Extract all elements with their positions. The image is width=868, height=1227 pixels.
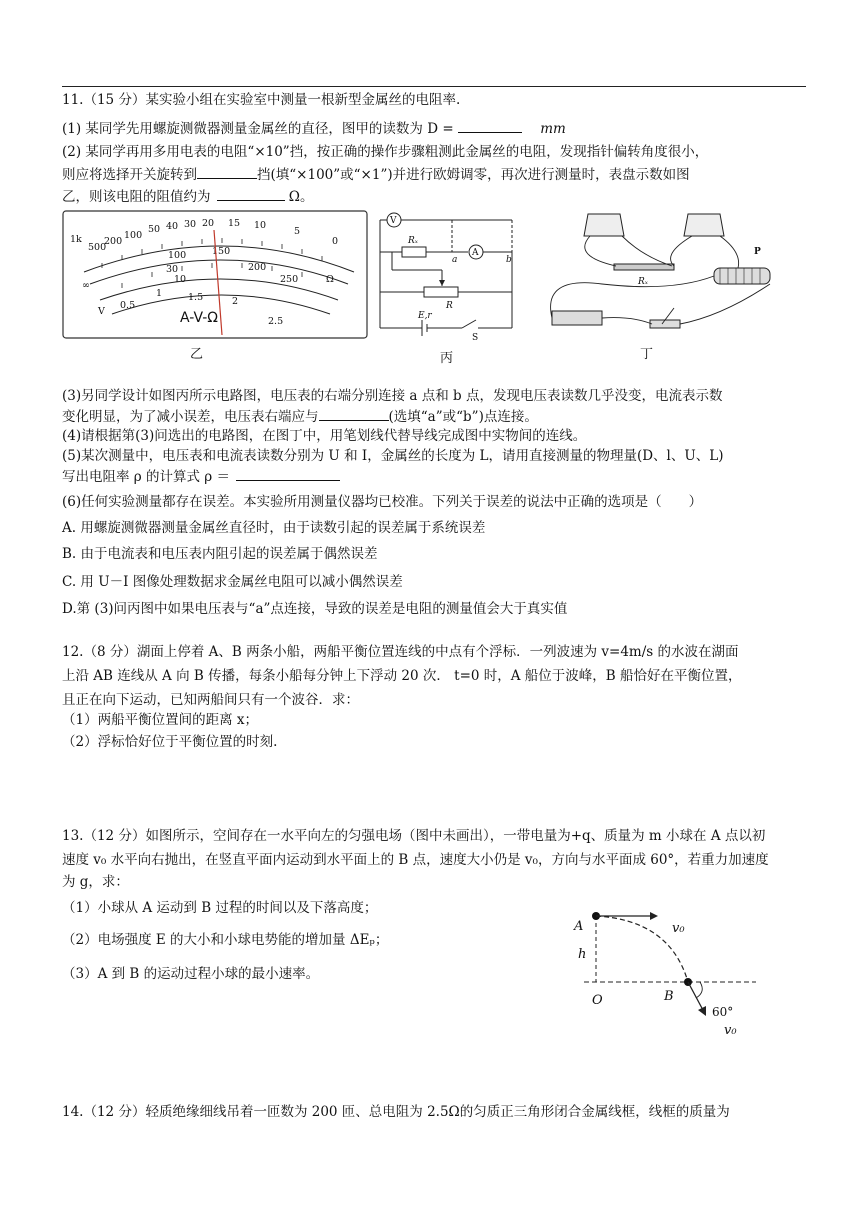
q11-part1-text: (1) 某同学先用螺旋测微器测量金属丝的直径，图甲的读数为 D = bbox=[62, 121, 458, 137]
dial-low-label: 2 bbox=[232, 296, 239, 307]
q11-title: 11.（15 分）某实验小组在实验室中测量一根新型金属丝的电阻率. bbox=[62, 92, 461, 108]
q13-line3: 为 g，求： bbox=[62, 874, 129, 890]
q13-sub1: （1）小球从 A 运动到 B 过程的时间以及下落高度； bbox=[62, 900, 378, 916]
option-b[interactable]: B. 由于电流表和电压表内阻引起的误差属于偶然误差 bbox=[62, 546, 378, 562]
point-b-label: B bbox=[664, 989, 674, 1004]
dial-mid-label: 10 bbox=[174, 274, 187, 285]
q11-part2-l3-post: Ω。 bbox=[288, 189, 314, 205]
projectile-diagram bbox=[560, 900, 770, 1040]
q11-part3-line1: (3)另同学设计如图丙所示电路图，电压表的右端分别连接 a 点和 b 点，发现电压表读数几乎没变，电流表示数 bbox=[62, 388, 723, 404]
dial-ohm-unit: Ω bbox=[326, 274, 334, 285]
dial-ohm-label: 1k bbox=[70, 234, 82, 245]
dial-ohm-label: 5 bbox=[294, 226, 301, 237]
q11-part1 bbox=[62, 118, 566, 139]
dial-ohm-label: 15 bbox=[228, 218, 241, 229]
q11-part5-pre: 写出电阻率 ρ 的计算式 ρ ＝ bbox=[62, 469, 231, 485]
dial-v-label: V bbox=[98, 306, 105, 317]
option-c[interactable]: C. 用 U－I 图像处理数据求金属丝电阻可以减小偶然误差 bbox=[62, 574, 403, 590]
q11-part5-line1: (5)某次测量中，电压表和电流表读数分别为 U 和 I，金属丝的长度为 L，请用直接测量的物理量(D、l、U、L) bbox=[62, 448, 724, 464]
q13-sub2: （2）电场强度 E 的大小和小球电势能的增加量 ΔEₚ； bbox=[62, 932, 389, 948]
dial-low-label: 1 bbox=[156, 288, 163, 299]
caption-yi: 乙 bbox=[190, 347, 204, 362]
label-er: E,r bbox=[418, 311, 432, 321]
voltmeter-v-icon: V bbox=[390, 216, 397, 226]
dial-mid-label: 30 bbox=[166, 264, 179, 275]
label-r: R bbox=[446, 301, 453, 311]
q11-part2-post: 挡(填“×100”或“×1”)并进行欧姆调零，再次进行测量时，表盘示数如图 bbox=[257, 167, 690, 183]
answer-blank-3[interactable] bbox=[217, 186, 285, 201]
caption-bing: 丙 bbox=[440, 351, 454, 366]
q11-part2-line1: (2) 某同学再用多用电表的电阻“×10”挡，按正确的操作步骤粗测此金属丝的电阻，发现指针偏转角度很小， bbox=[62, 144, 709, 160]
q12-sub1: （1）两船平衡位置间的距离 x； bbox=[62, 712, 258, 728]
dial-ohm-label: 50 bbox=[148, 224, 161, 235]
q11-part4: (4)请根据第(3)问选出的电路图，在图丁中，用笔划线代替导线完成图中实物间的连线。 bbox=[62, 428, 587, 444]
header-rule bbox=[62, 86, 806, 87]
caption-ding: 丁 bbox=[640, 347, 654, 362]
q11-part3-pre: 变化明显，为了减小误差，电压表右端应与 bbox=[62, 409, 319, 425]
apparatus-p-label: P bbox=[754, 247, 761, 257]
option-a[interactable]: A. 用螺旋测微器测量金属丝直径时，由于读数引起的误差属于系统误差 bbox=[62, 520, 486, 536]
point-a-label: A bbox=[574, 919, 584, 934]
origin-o-label: O bbox=[592, 993, 603, 1008]
label-rx: Rₓ bbox=[408, 236, 418, 246]
q14-line1: 14.（12 分）轻质绝缘细线吊着一匝数为 200 匝、总电阻为 2.5Ω的匀质正三角形闭合金属线框，线框的质量为 bbox=[62, 1104, 730, 1120]
dial-mid-label: 250 bbox=[280, 274, 299, 285]
dial-mid-label: 100 bbox=[168, 250, 187, 261]
q13-sub3: （3）A 到 B 的运动过程小球的最小速率。 bbox=[62, 966, 320, 982]
q12-sub2: （2）浮标恰好位于平衡位置的时刻. bbox=[62, 734, 278, 750]
dial-ohm-label: 30 bbox=[184, 219, 197, 230]
dial-low-label: 1.5 bbox=[188, 292, 204, 303]
dial-ohm-label: 40 bbox=[166, 221, 179, 232]
q12-line1: 12.（8 分）湖面上停着 A、B 两条小船，两船平衡位置连线的中点有个浮标．一列波速为 v=4m/s 的水波在湖面 bbox=[62, 644, 739, 660]
q11-part2-line2 bbox=[62, 164, 690, 185]
dial-ohm-label: 0 bbox=[332, 236, 339, 247]
dial-low-label: 2.5 bbox=[268, 316, 284, 327]
answer-blank-1[interactable] bbox=[458, 118, 522, 133]
q13-line2: 速度 v₀ 水平向右抛出，在竖直平面内运动到水平面上的 B 点，速度大小仍是 v₀，方向与水平面成 60°，若重力加速度 bbox=[62, 852, 769, 868]
dial-ohm-label: 10 bbox=[254, 220, 267, 231]
q11-part2-pre: 则应将选择开关旋转到 bbox=[62, 167, 197, 183]
multimeter-dial-figure bbox=[62, 210, 368, 340]
dial-ohm-label: 500 bbox=[88, 242, 107, 253]
answer-blank-5[interactable] bbox=[236, 466, 340, 481]
ammeter-a-icon: A bbox=[472, 248, 479, 258]
v0-top-label: v₀ bbox=[672, 921, 685, 936]
q13-line1: 13.（12 分）如图所示，空间存在一水平向左的匀强电场（图中未画出），一带电量为+q、质量为 m 小球在 A 点以初 bbox=[62, 828, 766, 844]
answer-blank-2[interactable] bbox=[197, 164, 257, 179]
dial-mid-label: 150 bbox=[212, 246, 231, 257]
q11-part3-post: (选填“a”或“b”)点连接。 bbox=[388, 409, 538, 425]
q11-part2-l3-pre: 乙，则该电阻的阻值约为 bbox=[62, 189, 211, 205]
apparatus-rx-label: Rₓ bbox=[638, 277, 648, 287]
apparatus-figure bbox=[542, 206, 792, 341]
q11-part1-unit: mm bbox=[540, 121, 566, 137]
option-d[interactable]: D.第 (3)问丙图中如果电压表与“a”点连接，导致的误差是电阻的测量值会大于真实值 bbox=[62, 601, 568, 617]
q11-part5-line2 bbox=[62, 466, 340, 487]
v0-bottom-label: v₀ bbox=[724, 1023, 737, 1038]
q11-part3-line2 bbox=[62, 406, 538, 427]
point-a-label: a bbox=[452, 255, 458, 265]
dial-avo-label: A-V-Ω bbox=[180, 310, 219, 326]
q12-line3: 且正在向下运动，已知两船间只有一个波谷．求： bbox=[62, 692, 359, 708]
point-b-label: b bbox=[506, 255, 512, 265]
dial-low-label: 0.5 bbox=[120, 300, 136, 311]
answer-blank-4[interactable] bbox=[319, 406, 389, 421]
dial-infty-label: ∞ bbox=[82, 280, 90, 291]
dial-ohm-label: 100 bbox=[124, 230, 143, 241]
label-s: S bbox=[472, 333, 479, 342]
dial-ohm-label: 20 bbox=[202, 218, 215, 229]
q11-part2-line3 bbox=[62, 186, 314, 207]
dial-mid-label: 200 bbox=[248, 262, 267, 273]
angle-60-label: 60° bbox=[712, 1005, 734, 1019]
dial-ohm-label: 200 bbox=[104, 236, 123, 247]
circuit-diagram bbox=[372, 210, 530, 342]
q11-part6: (6)任何实验测量都存在误差。本实验所用测量仪器均已校准。下列关于误差的说法中正确的选项是（ ） bbox=[62, 494, 703, 510]
height-h-label: h bbox=[578, 947, 587, 962]
q12-line2: 上沿 AB 连线从 A 向 B 传播，每条小船每分钟上下浮动 20 次． t=0 时，A 船位于波峰，B 船恰好在平衡位置， bbox=[62, 668, 742, 684]
